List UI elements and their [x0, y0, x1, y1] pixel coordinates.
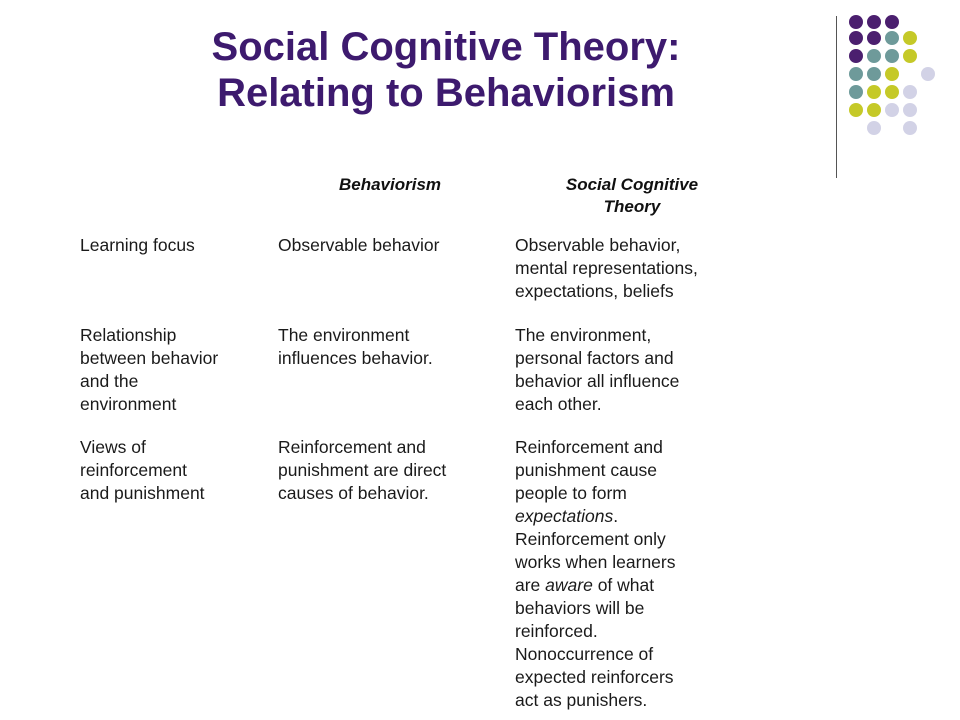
decorative-dot — [903, 85, 917, 99]
sct-learning-focus: Observable behavior, mental representations, expectations, beliefs — [515, 235, 698, 301]
decorative-dot — [903, 31, 917, 45]
decorative-dot — [885, 85, 899, 99]
decorative-dot — [867, 121, 881, 135]
decorative-dot — [903, 103, 917, 117]
decorative-dot — [867, 67, 881, 81]
title-line-2: Relating to Behaviorism — [217, 71, 675, 115]
decorative-dot — [885, 49, 899, 63]
slide-title — [96, 24, 796, 116]
decorative-dot — [867, 49, 881, 63]
decorative-dot — [921, 67, 935, 81]
decorative-dot — [867, 85, 881, 99]
decorative-dot — [867, 103, 881, 117]
title-divider — [836, 16, 837, 178]
column-header-social-cognitive-theory: Social Cognitive Theory — [565, 175, 699, 216]
title-line-1: Social Cognitive Theory: — [211, 25, 681, 69]
behaviorism-views-of-reinforcement: Reinforcement and punishment are direct causes of behavior. — [278, 437, 447, 503]
row-label-views-of-reinforcement: Views of reinforcement and punishment — [80, 437, 205, 503]
behaviorism-learning-focus: Observable behavior — [278, 235, 440, 255]
decorative-dot — [849, 15, 863, 29]
row-label-relationship: Relationship between behavior and the environment — [80, 325, 219, 414]
row-label-learning-focus: Learning focus — [80, 235, 195, 255]
decorative-dot — [849, 49, 863, 63]
decorative-dot — [849, 103, 863, 117]
decorative-dot — [885, 103, 899, 117]
behaviorism-relationship: The environment influences behavior. — [278, 325, 433, 368]
decorative-dot — [849, 67, 863, 81]
decorative-dot — [885, 15, 899, 29]
decorative-dot — [885, 31, 899, 45]
decorative-dot — [903, 49, 917, 63]
decorative-dot — [867, 15, 881, 29]
decorative-dot — [885, 67, 899, 81]
decorative-dot — [849, 31, 863, 45]
sct-relationship: The environment, personal factors and behavior all influence each other. — [515, 325, 680, 414]
decorative-dot — [867, 31, 881, 45]
sct-views-of-reinforcement: Reinforcement and punishment cause people to form expectations. Reinforcement only works when learners are aware of what behaviors will be reinforced. Nonoccurrence of expected reinforcers act as punishers. — [515, 437, 676, 710]
column-header-behaviorism: Behaviorism — [338, 175, 442, 194]
decorative-dot — [849, 85, 863, 99]
decorative-dot — [903, 121, 917, 135]
